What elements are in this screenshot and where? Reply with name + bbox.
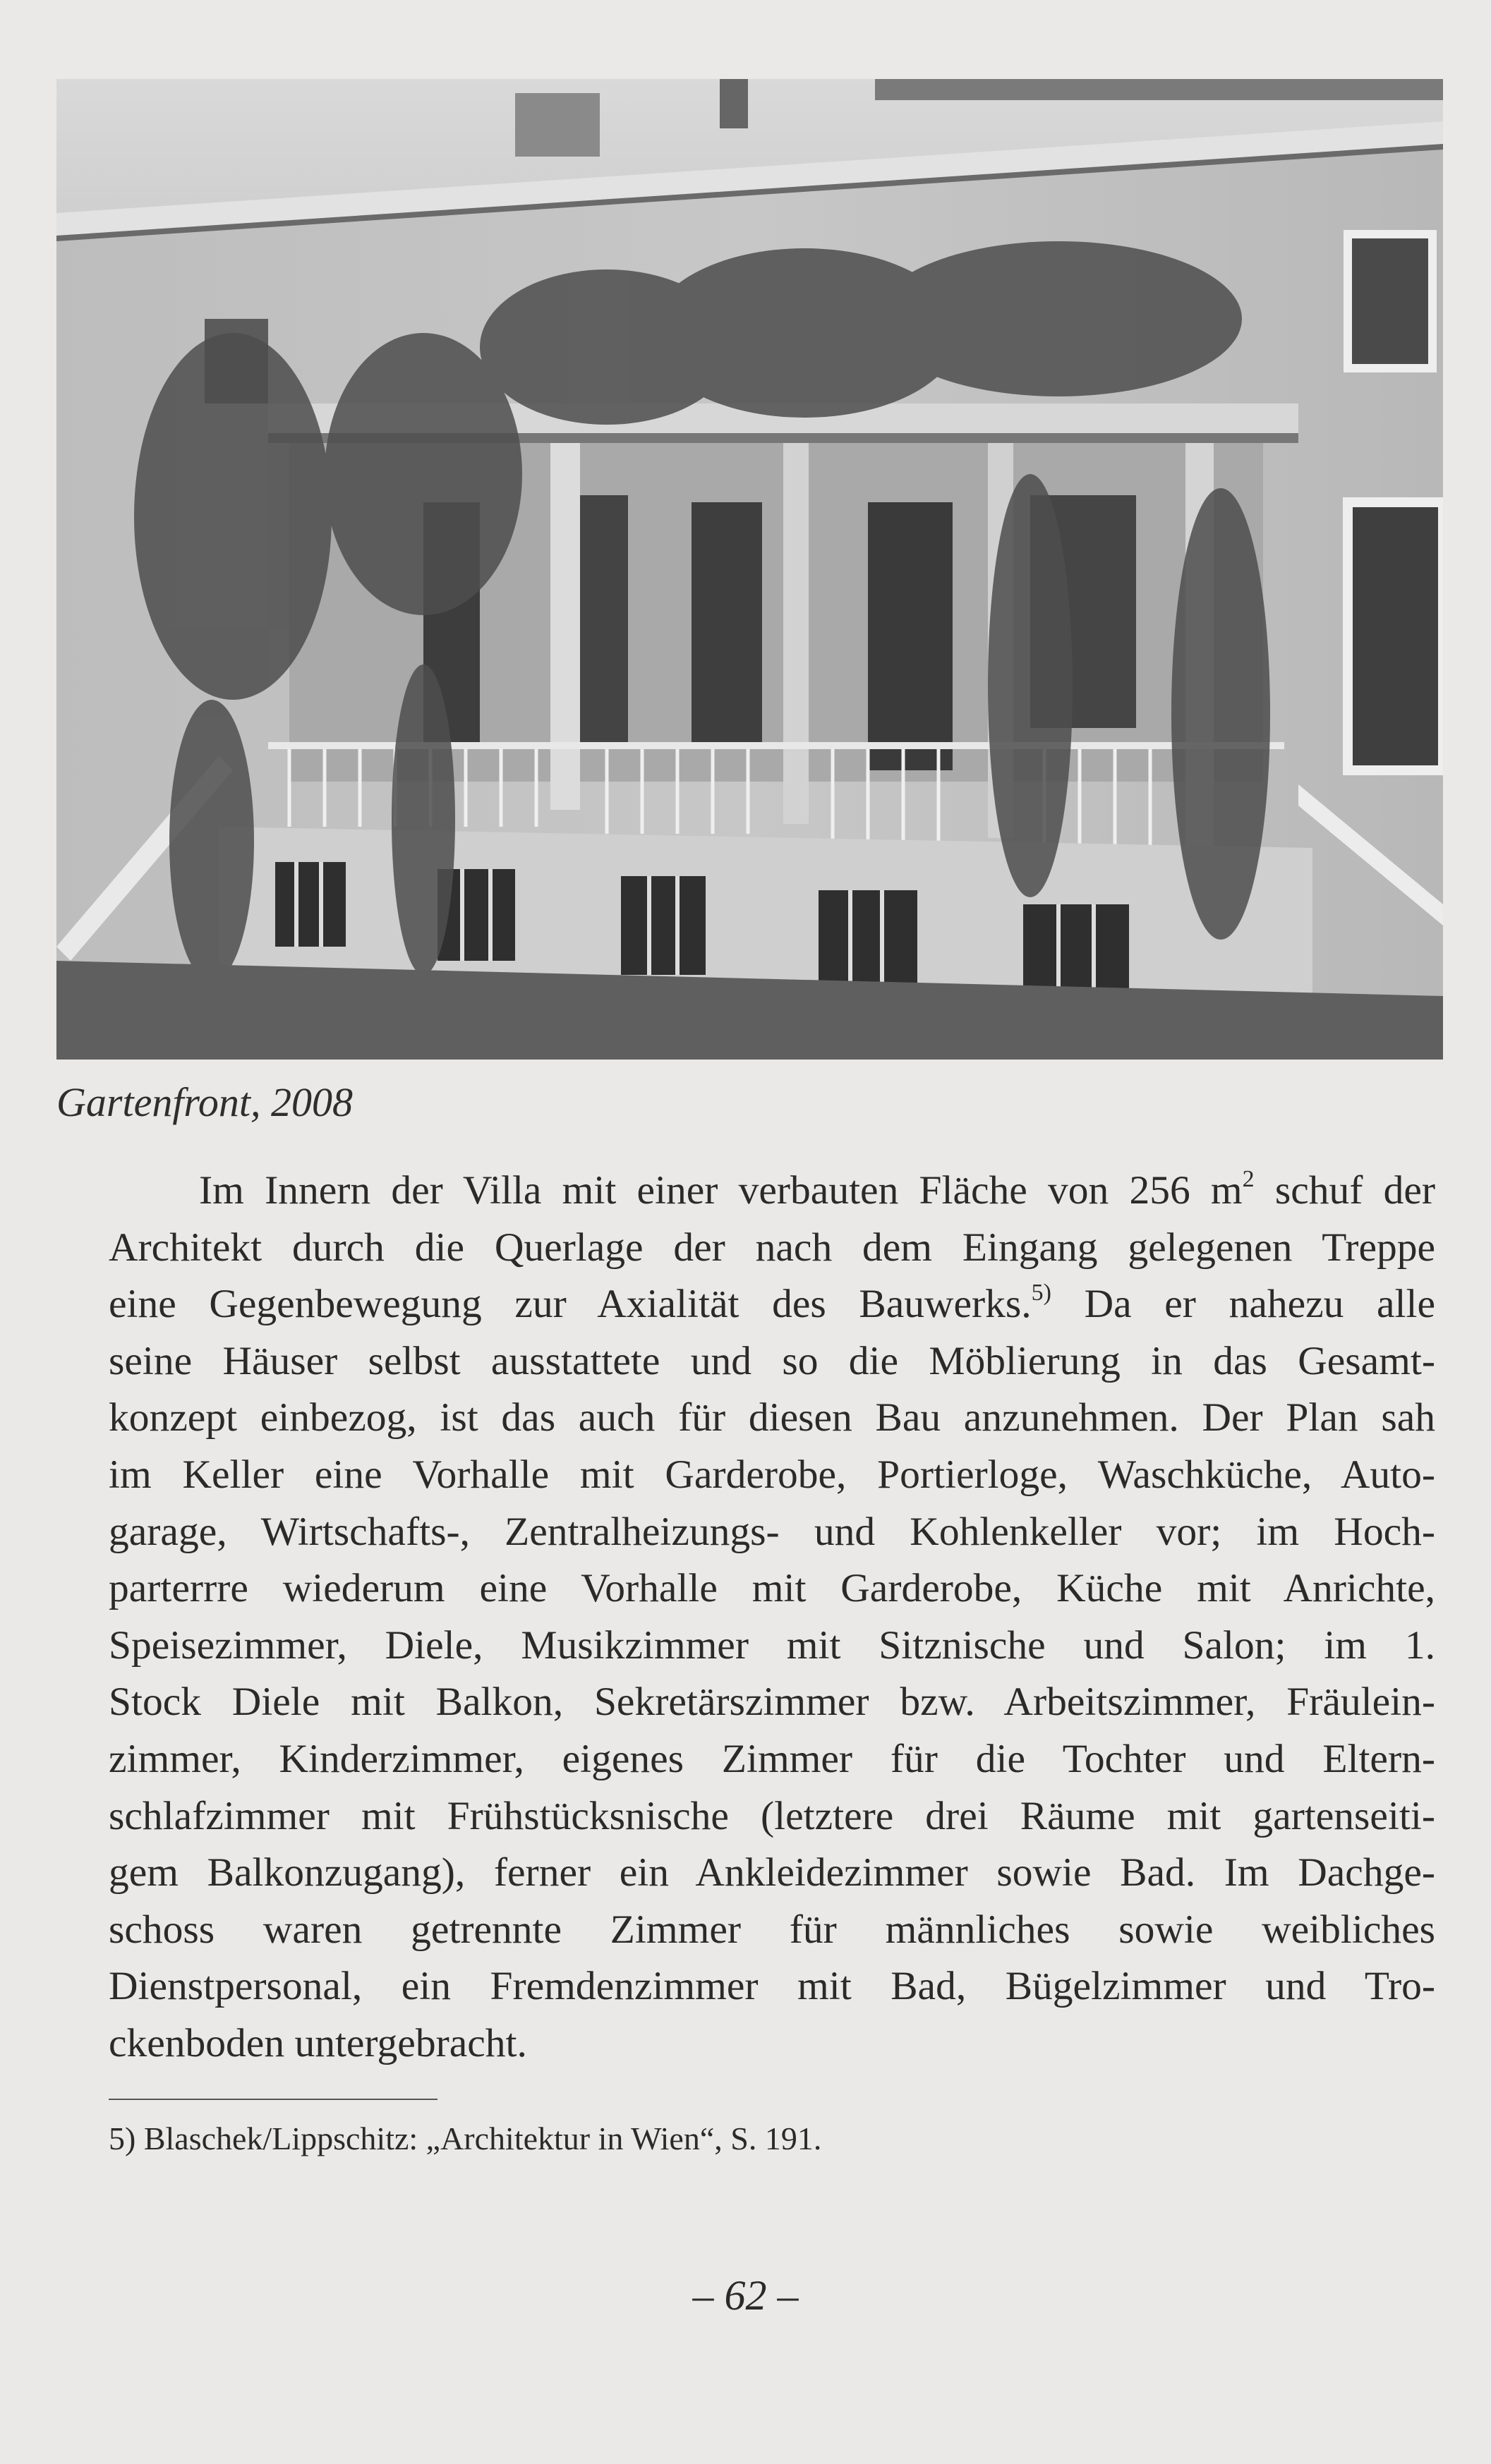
photo-illustration [56, 79, 1443, 1060]
text-line: eine Gegenbewegung zur Axialität des Bauwerks.$^{5)}$ Da er nahezu alle [109, 1280, 1436, 1327]
text-line: Im Innern der Villa mit einer verbauten Fläche von 256 $m^2$ schuf der [199, 1165, 1435, 1213]
text-line: Speisezimmer, Diele, Musikzimmer mit Sitznische und Salon; im 1. [109, 1622, 1435, 1668]
text-line: schoss waren getrennte Zimmer für männliches sowie weibliches [109, 1907, 1435, 1952]
text-line: konzept einbezog, ist das auch für diesen Bau anzunehmen. Der Plan sah [109, 1395, 1435, 1440]
text-line: garage, Wirtschafts-, Zentralheizungs- und Kohlenkeller vor; im Hoch- [109, 1509, 1435, 1554]
footnote: 5) Blaschek/Lippschitz: „Architektur in Wien“, S. 191. [109, 2120, 822, 2156]
footnote-reference: 5) [1031, 1280, 1051, 1306]
text-line: Architekt durch die Querlage der nach dem Eingang gelegenen Treppe [109, 1225, 1435, 1270]
text-line: Dienstpersonal, ein Fremdenzimmer mit Bad, Bügelzimmer und Tro- [109, 1964, 1435, 2009]
text-line: zimmer, Kinderzimmer, eigenes Zimmer für die Tochter und Eltern- [109, 1736, 1435, 1781]
text-line: seine Häuser selbst ausstattete und so die Möblierung in das Gesamt- [109, 1338, 1435, 1383]
text-line: im Keller eine Vorhalle mit Garderobe, Portierloge, Waschküche, Auto- [109, 1452, 1435, 1497]
text-line: Stock Diele mit Balkon, Sekretärszimmer bzw. Arbeitszimmer, Fräulein- [109, 1680, 1435, 1725]
footnote-divider [109, 2099, 437, 2100]
body-paragraph [109, 1163, 1435, 2072]
text-line: gem Balkonzugang), ferner ein Ankleidezimmer sowie Bad. Im Dachge- [109, 1850, 1435, 1895]
page-number: – 62 – [692, 2272, 799, 2319]
text-line: schlafzimmer mit Frühstücksnische (letztere drei Räume mit gartenseiti- [109, 1793, 1435, 1838]
photo-caption: Gartenfront, 2008 [56, 1079, 353, 1125]
text-line: ckenboden untergebracht. [109, 2020, 527, 2065]
photo-garden-front [56, 79, 1443, 1060]
text-line: parterrre wiederum eine Vorhalle mit Garderobe, Küche mit Anrichte, [109, 1566, 1435, 1611]
superscript: 2 [1242, 1165, 1255, 1192]
